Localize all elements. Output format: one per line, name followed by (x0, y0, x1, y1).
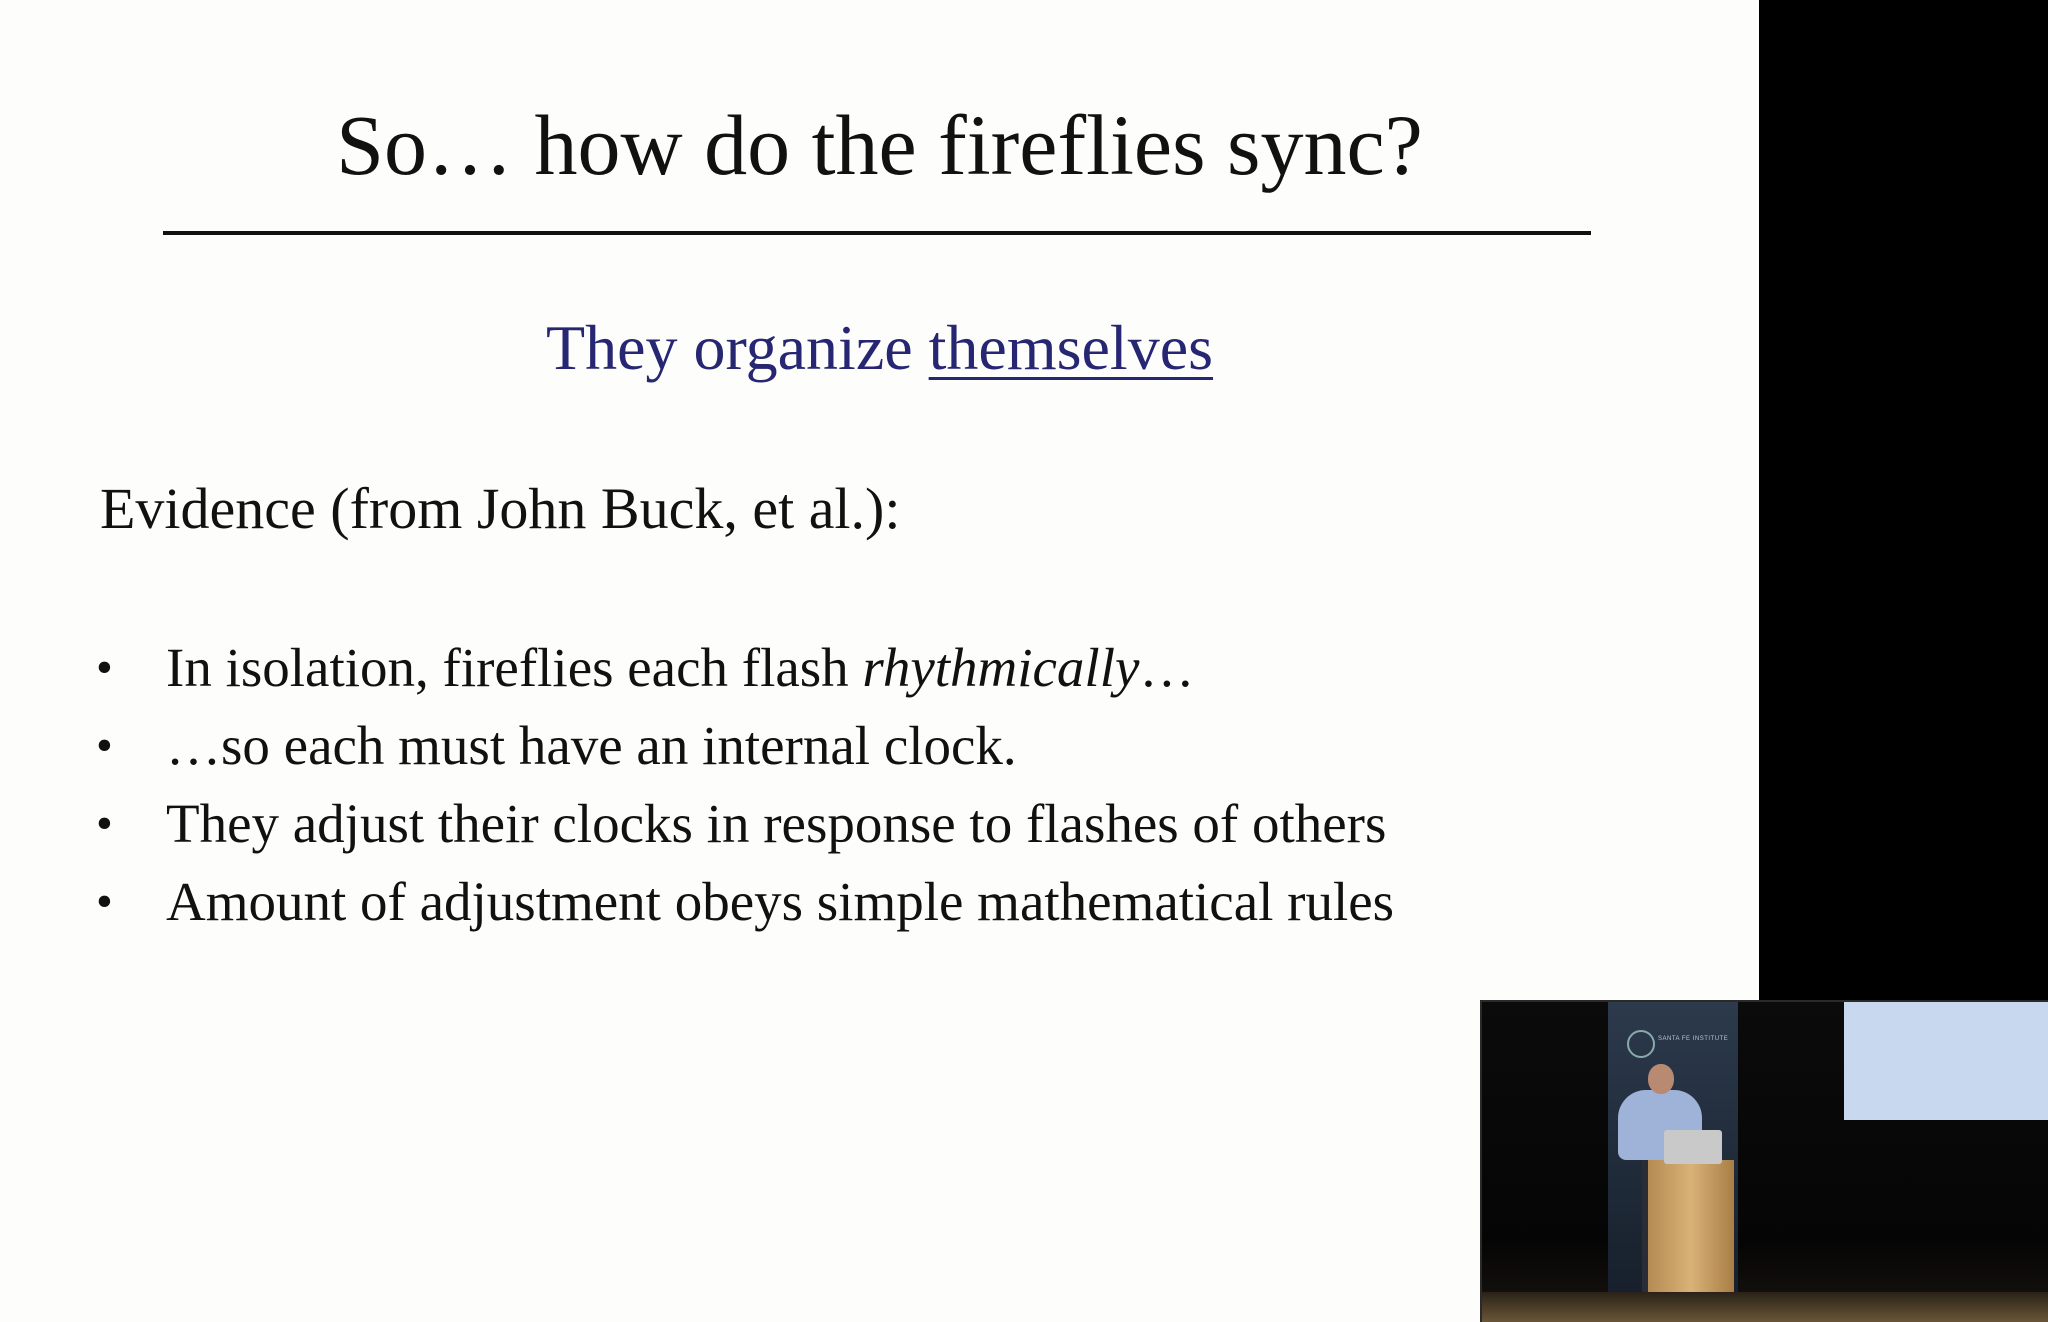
podium (1648, 1160, 1734, 1300)
bullet-dot: • (96, 797, 113, 850)
bullet-text: Amount of adjustment obeys simple mathematical rules (166, 871, 1395, 932)
evidence-heading: Evidence (from John Buck, et al.): (100, 476, 901, 541)
bullet-italic-text: rhythmically (862, 637, 1140, 698)
bullet-item (96, 792, 1394, 870)
speaker-video-inset (1480, 1000, 2048, 1322)
subtitle-emphasis: themselves (928, 312, 1214, 383)
laptop-icon (1664, 1130, 1722, 1164)
bullet-item (96, 636, 1394, 714)
slide-title: So… how do the fireflies sync? (336, 97, 1423, 193)
bullet-dot: • (96, 875, 113, 928)
bullet-item (96, 714, 1394, 792)
subtitle-prefix: They organize (545, 312, 929, 383)
projection-screen (1844, 1002, 2048, 1120)
bullet-suffix: … (1139, 637, 1195, 698)
speaker-head (1648, 1064, 1674, 1094)
banner-text: SANTA FE INSTITUTE (1658, 1036, 1729, 1042)
stage-floor (1482, 1292, 2048, 1322)
slide-subtitle (0, 312, 1759, 383)
title-divider (163, 231, 1591, 235)
bullet-text: They adjust their clocks in response to flashes of others (166, 793, 1387, 854)
bullet-text: …so each must have an internal clock. (166, 715, 1017, 776)
bullet-text: In isolation, fireflies each flash (166, 637, 863, 698)
bullet-item (96, 870, 1394, 948)
institute-logo-icon (1627, 1030, 1655, 1058)
bullet-list (96, 636, 1394, 948)
bullet-dot: • (96, 641, 113, 694)
bullet-dot: • (96, 719, 113, 772)
